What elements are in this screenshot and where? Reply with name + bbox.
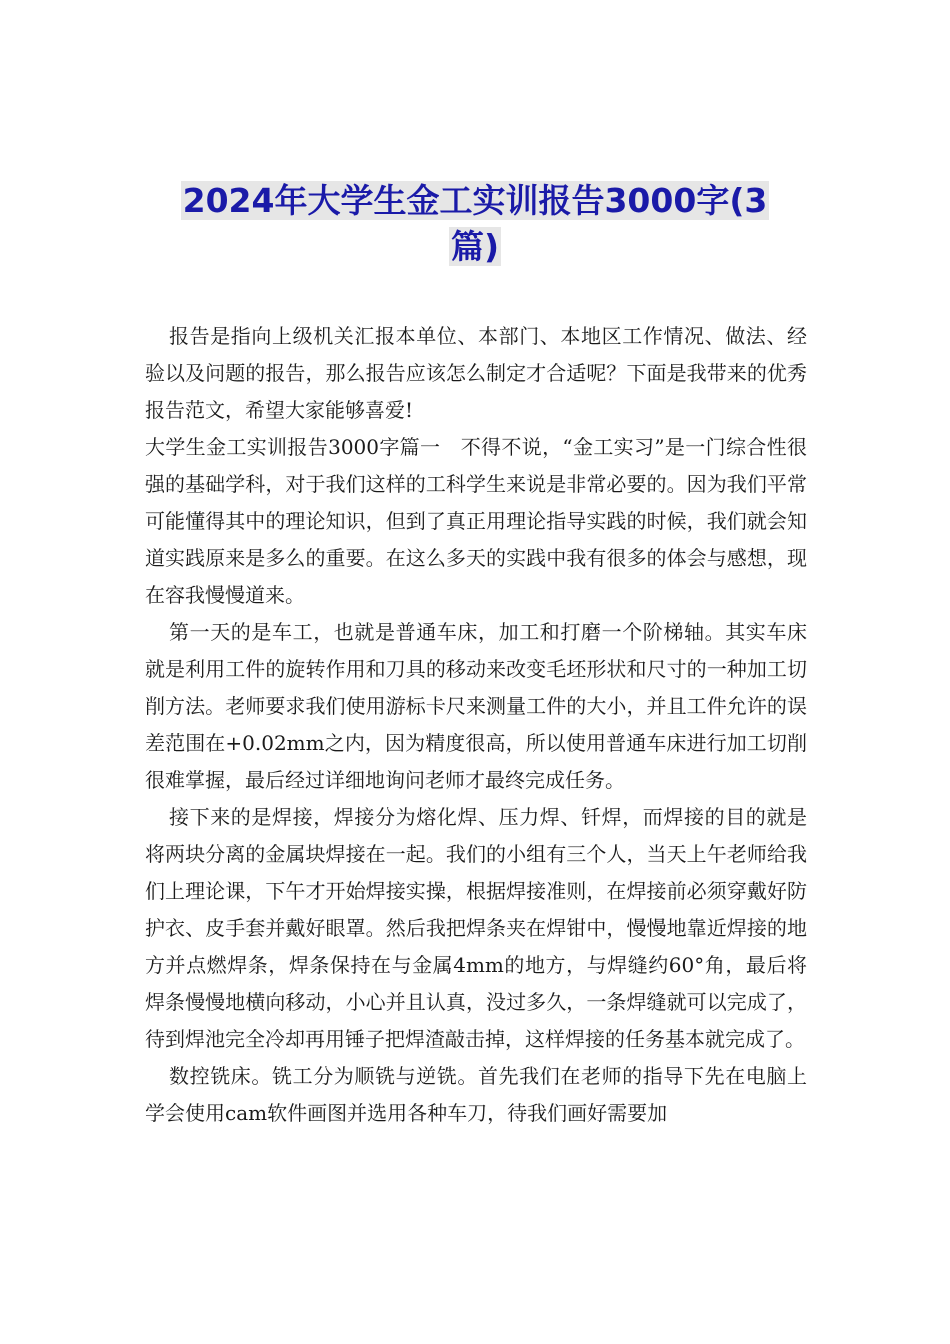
document-body	[145, 318, 807, 1132]
paragraph-intro: 报告是指向上级机关汇报本单位、本部门、本地区工作情况、做法、经验以及问题的报告，那么报告应该怎么制定才合适呢？下面是我带来的优秀报告范文，希望大家能够喜爱!	[145, 324, 807, 422]
title-line-1: 2024年大学生金工实训报告3000字(3	[182, 181, 768, 220]
paragraph-part-one: 大学生金工实训报告3000字篇一 不得不说，“金工实习”是一门综合性很强的基础学科，对于我们这样的工科学生来说是非常必要的。因为我们平常可能懂得其中的理论知识，但到了真正用理论指导实践的时候，我们就会知道实践原来是多么的重要。在这么多天的实践中我有很多的体会与感想，现在容我慢慢道来。	[145, 435, 807, 607]
document-title	[150, 178, 800, 270]
paragraph-welding: 接下来的是焊接，焊接分为熔化焊、压力焊、钎焊，而焊接的目的就是将两块分离的金属块焊接在一起。我们的小组有三个人，当天上午老师给我们上理论课，下午才开始焊接实操，根据焊接准则，在焊接前必须穿戴好防护衣、皮手套并戴好眼罩。然后我把焊条夹在焊钳中，慢慢地靠近焊接的地方并点燃焊条，焊条保持在与金属4mm的地方，与焊缝约60°角，最后将焊条慢慢地横向移动，小心并且认真，没过多久，一条焊缝就可以完成了，待到焊池完全冷却再用锤子把焊渣敲击掉，这样焊接的任务基本就完成了。	[145, 805, 807, 1051]
paragraph-lathe: 第一天的是车工，也就是普通车床，加工和打磨一个阶梯轴。其实车床就是利用工件的旋转作用和刀具的移动来改变毛坯形状和尺寸的一种加工切削方法。老师要求我们使用游标卡尺来测量工件的大小，并且工件允许的误差范围在+0.02mm之内，因为精度很高，所以使用普通车床进行加工切削很难掌握，最后经过详细地询问老师才最终完成任务。	[145, 620, 807, 792]
paragraph-cnc-milling: 数控铣床。铣工分为顺铣与逆铣。首先我们在老师的指导下先在电脑上学会使用cam软件画图并选用各种车刀，待我们画好需要加	[145, 1064, 807, 1125]
title-line-2: 篇)	[450, 227, 500, 266]
